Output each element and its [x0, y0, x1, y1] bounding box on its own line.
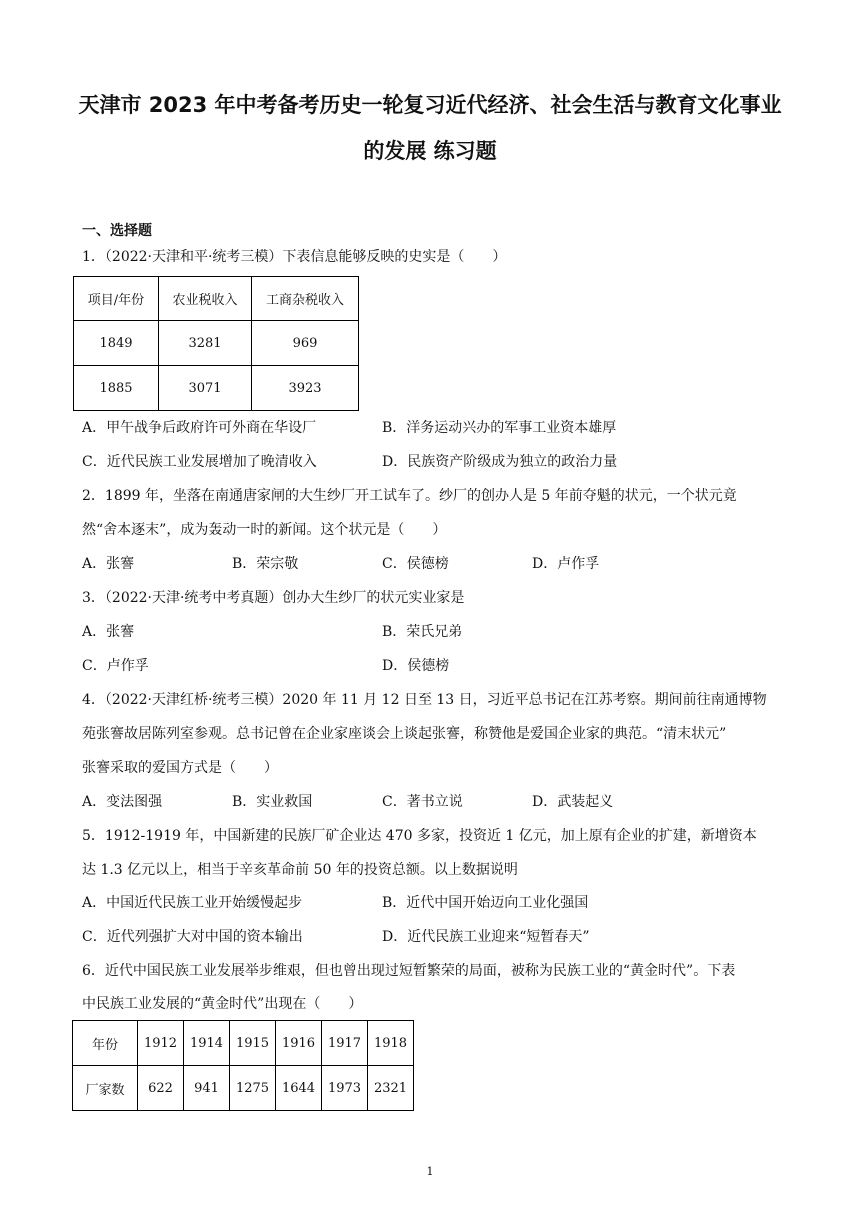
table-header-cell: 工商杂税收入: [252, 277, 359, 321]
question-6-stem-line-1: 6．近代中国民族工业发展举步维艰，但也曾出现过短暂繁荣的局面，被称为民族工业的“黄金时代”。下表: [82, 963, 736, 979]
document-title-line-2: 的发展 练习题: [363, 139, 497, 163]
question-3-option-a: A．张謇: [82, 624, 135, 640]
table-header-cell: 项目/年份: [74, 277, 159, 321]
table-cell: 3281: [159, 321, 252, 366]
table-cell: 2321: [368, 1066, 414, 1111]
section-heading: 一、选择题: [82, 223, 152, 239]
question-2-stem-line-1: 2．1899 年，坐落在南通唐家闸的大生纱厂开工试车了。纱厂的创办人是 5 年前夺魁的状元，一个状元竟: [82, 488, 737, 504]
table-cell: 1917: [322, 1021, 368, 1066]
question-5-stem-line-2: 达 1.3 亿元以上，相当于辛亥革命前 50 年的投资总额。以上数据说明: [82, 862, 518, 878]
table-cell: 1275: [230, 1066, 276, 1111]
table-cell: 622: [138, 1066, 184, 1111]
table-cell: 1912: [138, 1021, 184, 1066]
question-4-stem-line-1: 4．（2022·天津红桥·统考三模）2020 年 11 月 12 日至 13 日，习近平总书记在江苏考察。期间前往南通博物: [82, 692, 767, 708]
question-1-option-d: D．民族资产阶级成为独立的政治力量: [382, 454, 618, 470]
page-number: 1: [426, 1165, 434, 1178]
table-header-cell: 厂家数: [73, 1066, 138, 1111]
table-cell: 1914: [184, 1021, 230, 1066]
question-1-option-c: C．近代民族工业发展增加了晚清收入: [82, 454, 317, 470]
table-cell: 1885: [74, 366, 159, 411]
question-5-option-d: D．近代民族工业迎来“短暂春天”: [382, 929, 590, 945]
question-2-option-a: A．张謇: [82, 556, 135, 572]
question-3-option-b: B．荣氏兄弟: [382, 624, 463, 640]
question-5-option-b: B．近代中国开始迈向工业化强国: [382, 895, 589, 911]
table-header-cell: 年份: [73, 1021, 138, 1066]
table-cell: 969: [252, 321, 359, 366]
table-cell: 1644: [276, 1066, 322, 1111]
question-3-option-c: C．卢作孚: [82, 658, 149, 674]
question-6-stem-line-2: 中民族工业发展的“黄金时代”出现在（ ）: [82, 996, 363, 1012]
question-4-option-b: B．实业救国: [232, 794, 313, 810]
question-4-option-d: D．武装起义: [532, 794, 614, 810]
table-cell: 1973: [322, 1066, 368, 1111]
document-title-line-1: 天津市 2023 年中考备考历史一轮复习近代经济、社会生活与教育文化事业: [78, 93, 782, 117]
question-5-option-a: A．中国近代民族工业开始缓慢起步: [82, 895, 303, 911]
question-3-option-d: D．侯德榜: [382, 658, 450, 674]
question-5-stem-line-1: 5．1912-1919 年，中国新建的民族厂矿企业达 470 多家，投资近 1 亿元，加上原有企业的扩建，新增资本: [82, 828, 757, 844]
table-cell: 3923: [252, 366, 359, 411]
question-3-stem: 3．（2022·天津·统考中考真题）创办大生纱厂的状元实业家是: [82, 590, 465, 606]
question-5-option-c: C．近代列强扩大对中国的资本输出: [82, 929, 303, 945]
question-2-option-c: C．侯德榜: [382, 556, 449, 572]
question-4-stem-line-3: 张謇采取的爱国方式是（ ）: [82, 760, 278, 776]
table-cell: 1849: [74, 321, 159, 366]
question-4-stem-line-2: 苑张謇故居陈列室参观。总书记曾在企业家座谈会上谈起张謇，称赞他是爱国企业家的典范。“清末状元”: [82, 726, 727, 742]
question-1-table: [73, 276, 359, 411]
table-header-cell: 农业税收入: [159, 277, 252, 321]
question-4-option-a: A．变法图强: [82, 794, 163, 810]
table-cell: 1918: [368, 1021, 414, 1066]
question-2-stem-line-2: 然“舍本逐末”，成为轰动一时的新闻。这个状元是（ ）: [82, 522, 447, 538]
question-6-table: [72, 1020, 414, 1111]
question-1-option-a: A．甲午战争后政府许可外商在华设厂: [82, 420, 317, 436]
question-1-option-b: B．洋务运动兴办的军事工业资本雄厚: [382, 420, 617, 436]
question-1-stem: 1．（2022·天津和平·统考三模）下表信息能够反映的史实是（ ）: [82, 249, 507, 265]
question-2-option-b: B．荣宗敬: [232, 556, 299, 572]
question-4-option-c: C．著书立说: [382, 794, 463, 810]
question-2-option-d: D．卢作孚: [532, 556, 600, 572]
table-cell: 1915: [230, 1021, 276, 1066]
table-cell: 3071: [159, 366, 252, 411]
table-cell: 941: [184, 1066, 230, 1111]
table-cell: 1916: [276, 1021, 322, 1066]
